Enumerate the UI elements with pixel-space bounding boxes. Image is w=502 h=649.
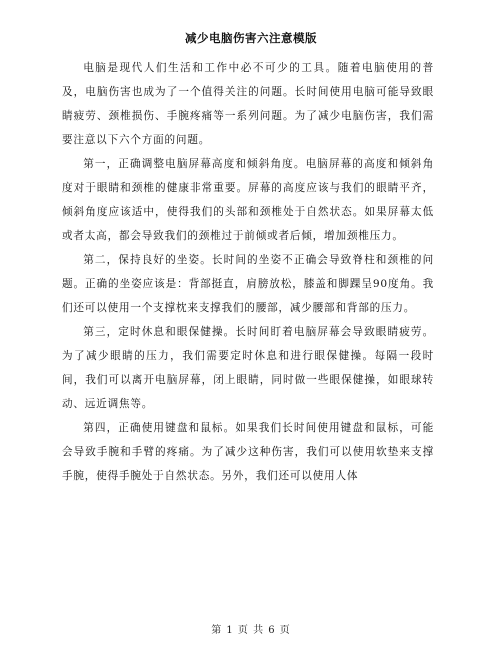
paragraph-keyboard-mouse: 第四，正确使用键盘和鼠标。如果我们长时间使用键盘和鼠标，可能会导致手腕和手臂的疼痛。为了减少这种伤害，我们可以使用软垫来支撑手腕，使得手腕处于自然状态。另外，我们还可以使用人体: [62, 422, 434, 482]
paragraph-eye-rest: 第三，定时休息和眼保健操。长时间盯着电脑屏幕会导致眼睛疲劳。为了减少眼睛的压力，我们需要定时休息和进行眼保健操。每隔一段时间，我们可以离开电脑屏幕，闭上眼睛，同时做一些眼保健操，如眼球转动、远近调焦等。: [62, 326, 434, 410]
paragraph-intro: 电脑是现代人们生活和工作中必不可少的工具。随着电脑使用的普及，电脑伤害也成为了一个值得关注的问题。长时间使用电脑可能导致眼睛疲劳、颈椎损伤、手腕疼痛等一系列问题。为了减少电脑伤害，我们需要注意以下六个方面的问题。: [62, 62, 434, 146]
document-body: [62, 56, 434, 488]
document-title: 减少电脑伤害六注意模版: [185, 31, 317, 45]
page-footer: 第 1 页 共 6 页: [211, 625, 291, 636]
paragraph-posture: 第二，保持良好的坐姿。长时间的坐姿不正确会导致脊柱和颈椎的问题。正确的坐姿应该是：背部挺直，肩膀放松，膝盖和脚踝呈90度角。我们还可以使用一个支撑枕来支撑我们的腰部，减少腰部和背部的压力。: [62, 254, 434, 314]
paragraph-screen-height: 第一，正确调整电脑屏幕高度和倾斜角度。电脑屏幕的高度和倾斜角度对于眼睛和颈椎的健康非常重要。屏幕的高度应该与我们的眼睛平齐，倾斜角度应该适中，使得我们的头部和颈椎处于自然状态。如果屏幕太低或者太高，都会导致我们的颈椎过于前倾或者后倾，增加颈椎压力。: [62, 158, 434, 242]
